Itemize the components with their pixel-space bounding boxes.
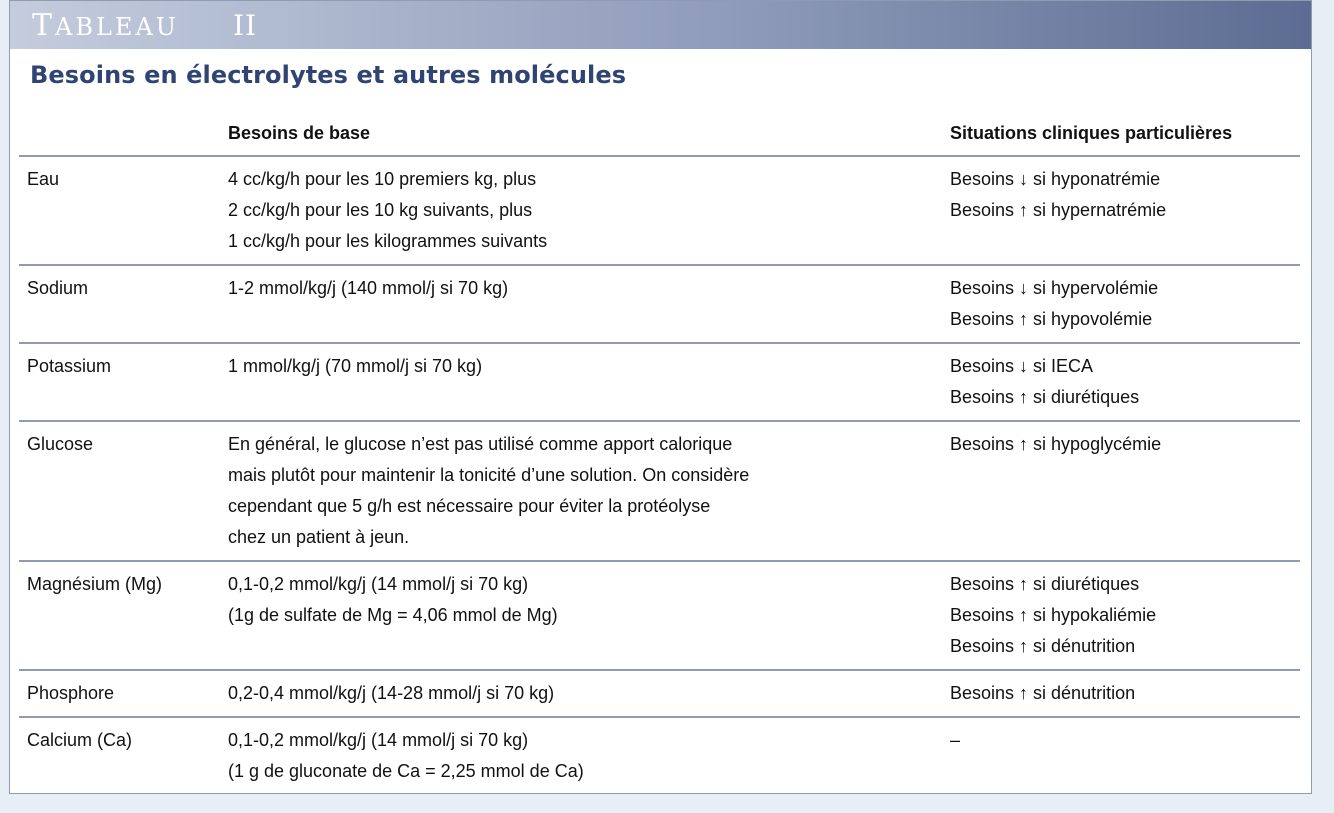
row-clinical-situations [949, 273, 1300, 335]
row-name: Potassium [27, 356, 112, 376]
table-row [19, 266, 1300, 344]
clinical-situation-line: Besoins ↓ si hypervolémie [950, 278, 1159, 298]
banner-label [10, 8, 257, 43]
row-base-needs [228, 429, 949, 553]
base-needs-line: (1g de sulfate de Mg = 4,06 mmol de Mg) [228, 605, 558, 625]
table-banner [10, 1, 1311, 49]
clinical-situation-line: Besoins ↓ si IECA [950, 356, 1094, 376]
data-table [19, 113, 1300, 794]
row-name: Magnésium (Mg) [27, 574, 163, 594]
row-name: Glucose [27, 434, 94, 454]
base-needs-line: chez un patient à jeun. [228, 527, 410, 547]
banner-label-rest: ABLEAU [55, 12, 179, 41]
clinical-situation-line: Besoins ↑ si dénutrition [950, 636, 1136, 656]
table-row [19, 562, 1300, 671]
row-base-needs [228, 273, 949, 335]
clinical-situation-line: Besoins ↑ si hypovolémie [950, 309, 1153, 329]
row-clinical-situations [949, 351, 1300, 413]
base-needs-line: 1-2 mmol/kg/j (140 mmol/j si 70 kg) [228, 278, 509, 298]
banner-label-initial: T [32, 7, 56, 43]
row-base-needs [228, 678, 949, 709]
base-needs-line: mais plutôt pour maintenir la tonicité d’une solution. On considère [228, 465, 750, 485]
clinical-situation-line: – [950, 730, 961, 750]
table-row [19, 422, 1300, 562]
base-needs-line: (1 g de gluconate de Ca = 2,25 mmol de Ca) [228, 761, 584, 781]
header-cell-base: Besoins de base [228, 123, 371, 143]
row-base-needs [228, 164, 949, 257]
base-needs-line: 1 cc/kg/h pour les kilogrammes suivants [228, 231, 548, 251]
base-needs-line: 0,1-0,2 mmol/kg/j (14 mmol/j si 70 kg) [228, 730, 529, 750]
table-row [19, 718, 1300, 794]
row-base-needs [228, 725, 949, 787]
row-clinical-situations [949, 569, 1300, 662]
table-title: Besoins en électrolytes et autres molécules [30, 61, 627, 89]
table-row [19, 157, 1300, 266]
row-base-needs [228, 569, 949, 662]
clinical-situation-line: Besoins ↑ si dénutrition [950, 683, 1136, 703]
base-needs-line: 0,2-0,4 mmol/kg/j (14-28 mmol/j si 70 kg) [228, 683, 555, 703]
clinical-situation-line: Besoins ↑ si diurétiques [950, 387, 1140, 407]
clinical-situation-line: Besoins ↑ si hypoglycémie [950, 434, 1162, 454]
base-needs-line: 1 mmol/kg/j (70 mmol/j si 70 kg) [228, 356, 483, 376]
clinical-situation-line: Besoins ↓ si hyponatrémie [950, 169, 1161, 189]
base-needs-line: En général, le glucose n’est pas utilisé comme apport calorique [228, 434, 733, 454]
header-cell-situations: Situations cliniques particulières [950, 123, 1233, 143]
base-needs-line: 0,1-0,2 mmol/kg/j (14 mmol/j si 70 kg) [228, 574, 529, 594]
base-needs-line: 4 cc/kg/h pour les 10 premiers kg, plus [228, 169, 537, 189]
table-frame [9, 0, 1312, 794]
row-clinical-situations [949, 725, 1300, 787]
banner-number: II [233, 8, 258, 42]
row-clinical-situations [949, 429, 1300, 553]
row-name: Calcium (Ca) [27, 730, 133, 750]
row-clinical-situations [949, 164, 1300, 257]
table-row [19, 671, 1300, 718]
row-name: Eau [27, 169, 60, 189]
table-row [19, 344, 1300, 422]
table-header-row [19, 113, 1300, 157]
clinical-situation-line: Besoins ↑ si hypokaliémie [950, 605, 1157, 625]
base-needs-line: 2 cc/kg/h pour les 10 kg suivants, plus [228, 200, 533, 220]
clinical-situation-line: Besoins ↑ si diurétiques [950, 574, 1140, 594]
row-base-needs [228, 351, 949, 413]
row-name: Phosphore [27, 683, 115, 703]
base-needs-line: cependant que 5 g/h est nécessaire pour éviter la protéolyse [228, 496, 711, 516]
clinical-situation-line: Besoins ↑ si hypernatrémie [950, 200, 1167, 220]
row-name: Sodium [27, 278, 89, 298]
row-clinical-situations [949, 678, 1300, 709]
